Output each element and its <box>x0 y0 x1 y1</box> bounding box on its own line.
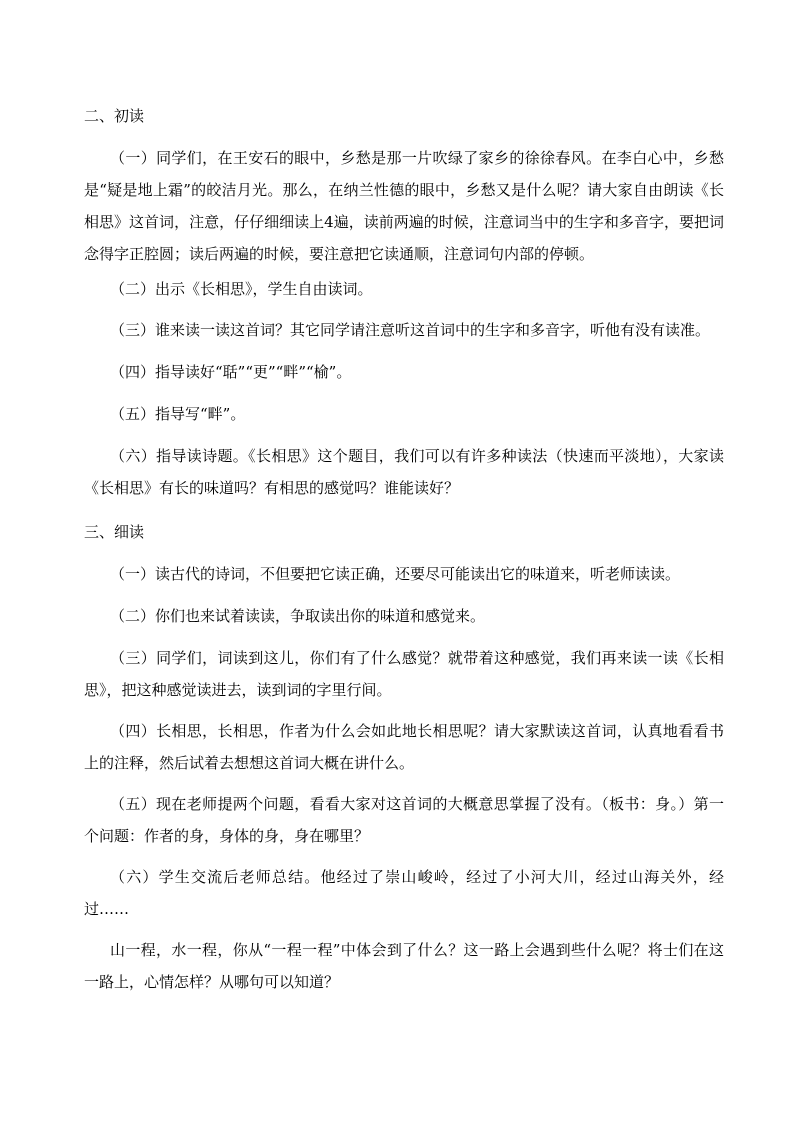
paragraph-2-2: （二）出示《长相思》，学生自由读词。 <box>110 280 373 298</box>
paragraph-2-1: （一）同学们，在王安石的眼中，乡愁是那一片吹绿了家乡的徐徐春风。在李白心中，乡愁是“疑是地上霜”的皎洁月光。那么，在纳兰性德的眼中，乡愁又是什么呢？请大家自由朗读《长相思》这首词，注意，仔仔细细读上4遍，读前两遍的时候，注意词当中的生字和多音字，要把词念得字正腔圆；读后两遍的时候，要注意把它读通顺，注意词句内部的停顿。 <box>84 149 724 263</box>
paragraph-2-5: （五）指导写“畔”。 <box>110 405 246 423</box>
paragraph-3-4: （四）长相思，长相思，作者为什么会如此地长相思呢？请大家默读这首词，认真地看看书上的注释，然后试着去想想这首词大概在讲什么。 <box>84 722 724 772</box>
paragraph-3-3: （三）同学们，词读到这儿，你们有了什么感觉？就带着这种感觉，我们再来读一读《长相思》，把这种感觉读进去，读到词的字里行间。 <box>84 649 724 699</box>
paragraph-3-1: （一）读古代的诗词，不但要把它读正确，还要尽可能读出它的味道来，听老师读读。 <box>110 565 681 583</box>
paragraph-2-3: （三）谁来读一读这首词？其它同学请注意听这首词中的生字和多音字，听他有没有读准。 <box>110 321 711 339</box>
paragraph-2-4: （四）指导读好“聒”“更”“畔”“榆”。 <box>110 363 352 381</box>
paragraph-3-2: （二）你们也来试着读读，争取读出你的味道和感觉来。 <box>110 607 486 625</box>
section-heading-close-reading: 三、细读 <box>84 523 145 541</box>
paragraph-3-7: 山一程，水一程，你从“一程一程”中体会到了什么？这一路上会遇到些什么呢？将士们在这一路上，心情怎样？从哪句可以知道？ <box>84 941 724 991</box>
paragraph-3-6: （六）学生交流后老师总结。他经过了崇山峻岭，经过了小河大川，经过山海关外，经过…… <box>84 868 724 918</box>
paragraph-3-5: （五）现在老师提两个问题，看看大家对这首词的大概意思掌握了没有。（板书：身。）第一个问题：作者的身，身体的身，身在哪里？ <box>84 795 724 845</box>
section-heading-initial-reading: 二、初读 <box>84 107 145 125</box>
paragraph-2-6: （六）指导读诗题。《长相思》这个题目，我们可以有许多种读法（快速而平淡地），大家读《长相思》有长的味道吗？有相思的感觉吗？谁能读好？ <box>84 447 724 497</box>
